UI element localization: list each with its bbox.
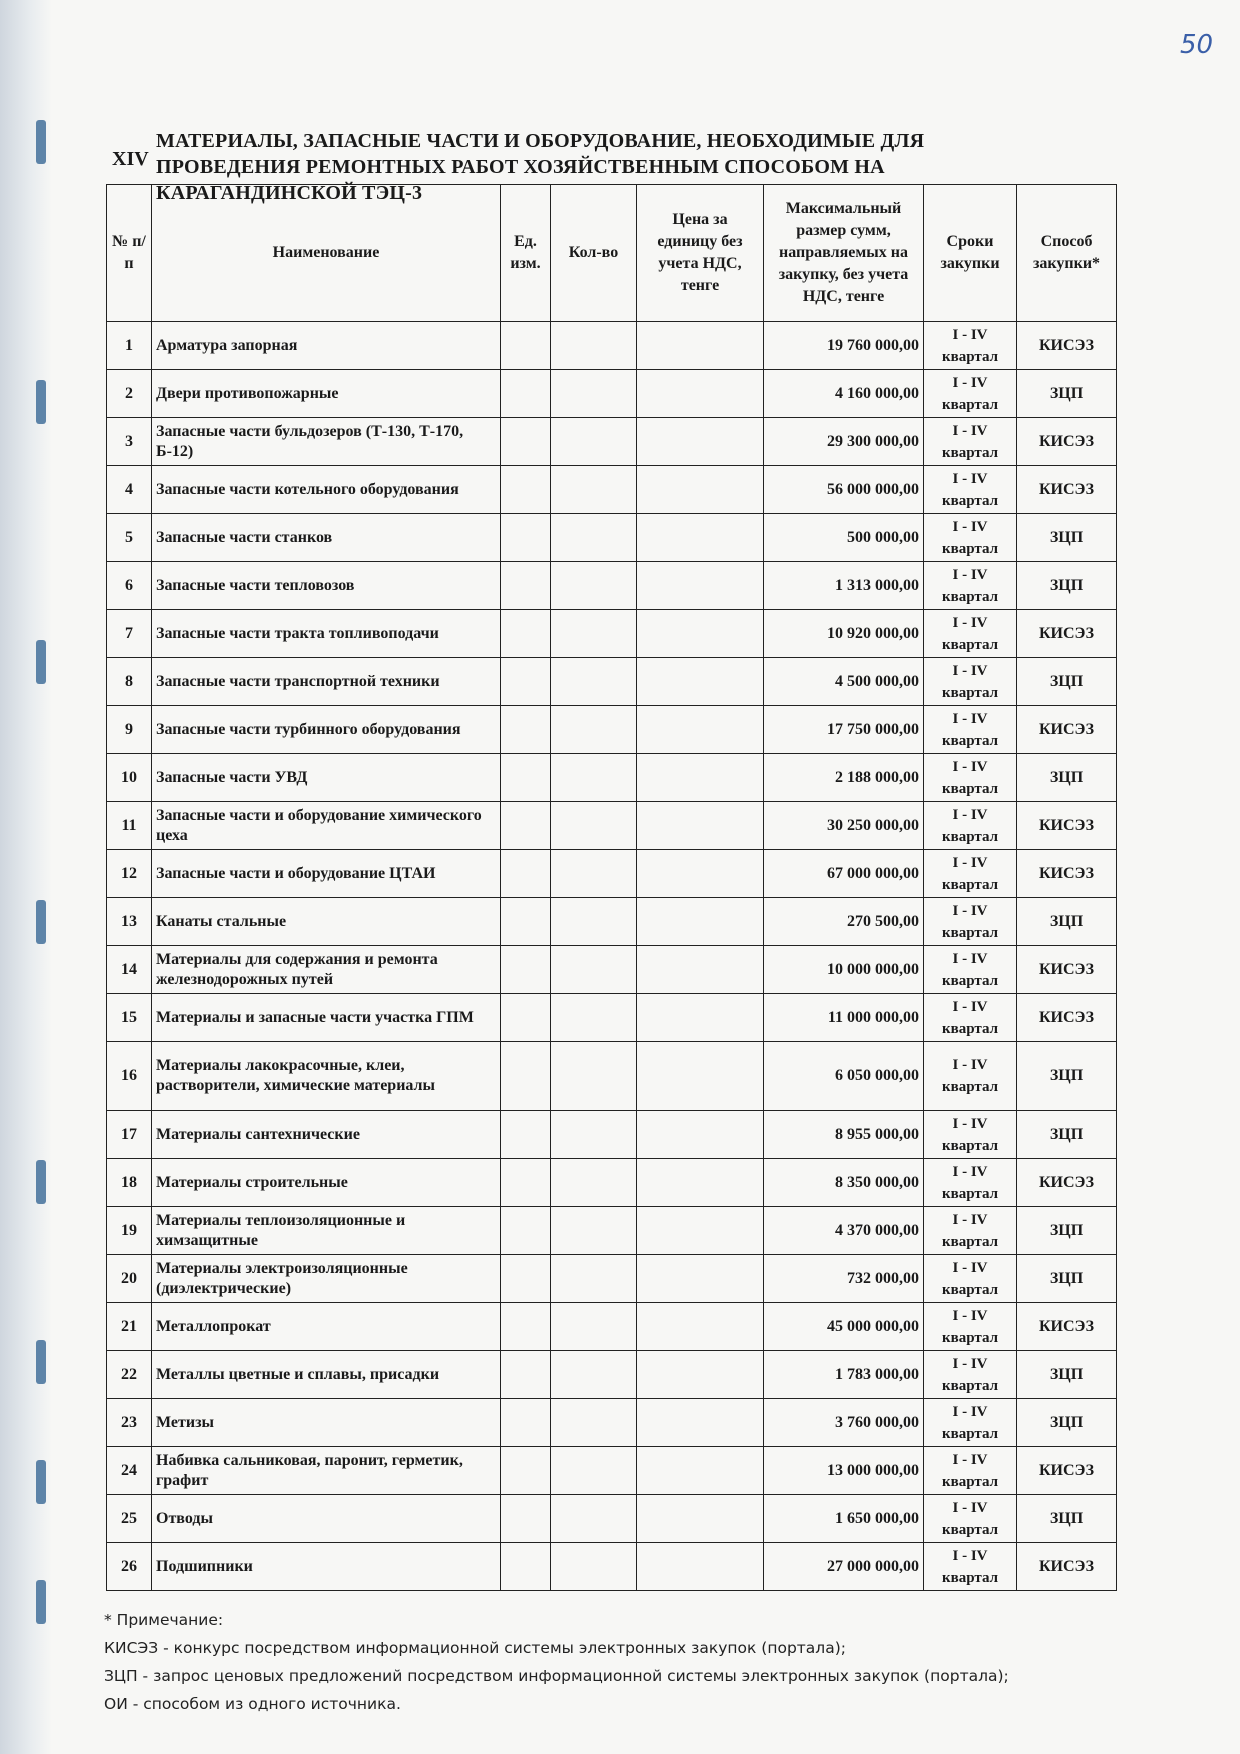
row-name: Набивка сальниковая, паронит, герметик, графит <box>152 1447 501 1495</box>
header-unit: Ед. изм. <box>501 185 551 322</box>
row-number: 3 <box>107 418 152 466</box>
row-unit-price <box>637 1447 764 1495</box>
row-name: Запасные части котельного оборудования <box>152 466 501 514</box>
header-term: Сроки закупки <box>924 185 1017 322</box>
table-row <box>107 1543 1117 1591</box>
row-unit-price <box>637 802 764 850</box>
row-method: КИСЭЗ <box>1017 802 1117 850</box>
row-quantity <box>551 1447 637 1495</box>
row-quantity <box>551 898 637 946</box>
header-name: Наименование <box>152 185 501 322</box>
row-unit <box>501 514 551 562</box>
row-method: ЗЦП <box>1017 1399 1117 1447</box>
row-term: I - IV квартал <box>924 1303 1017 1351</box>
row-amount: 3 760 000,00 <box>764 1399 924 1447</box>
row-unit <box>501 1399 551 1447</box>
row-unit <box>501 754 551 802</box>
row-method: ЗЦП <box>1017 514 1117 562</box>
row-amount: 1 650 000,00 <box>764 1495 924 1543</box>
row-amount: 8 350 000,00 <box>764 1159 924 1207</box>
row-number: 1 <box>107 322 152 370</box>
row-method: КИСЭЗ <box>1017 1159 1117 1207</box>
row-method: КИСЭЗ <box>1017 850 1117 898</box>
row-quantity <box>551 850 637 898</box>
binding-hole <box>36 380 46 424</box>
row-quantity <box>551 1111 637 1159</box>
row-number: 13 <box>107 898 152 946</box>
row-number: 19 <box>107 1207 152 1255</box>
row-amount: 732 000,00 <box>764 1255 924 1303</box>
row-method: КИСЭЗ <box>1017 418 1117 466</box>
header-unit-price: Цена за единицу без учета НДС, тенге <box>637 185 764 322</box>
table-row <box>107 1207 1117 1255</box>
row-unit-price <box>637 1159 764 1207</box>
table-header-row <box>107 185 1117 322</box>
row-amount: 4 160 000,00 <box>764 370 924 418</box>
row-unit <box>501 610 551 658</box>
row-number: 24 <box>107 1447 152 1495</box>
row-quantity <box>551 754 637 802</box>
row-number: 8 <box>107 658 152 706</box>
row-unit <box>501 322 551 370</box>
row-unit <box>501 1303 551 1351</box>
table-row <box>107 1111 1117 1159</box>
row-unit-price <box>637 1303 764 1351</box>
row-quantity <box>551 322 637 370</box>
row-method: ЗЦП <box>1017 1207 1117 1255</box>
row-quantity <box>551 1399 637 1447</box>
row-term: I - IV квартал <box>924 466 1017 514</box>
row-unit <box>501 1447 551 1495</box>
row-name: Материалы строительные <box>152 1159 501 1207</box>
row-unit <box>501 1543 551 1591</box>
row-unit <box>501 706 551 754</box>
row-term: I - IV квартал <box>924 706 1017 754</box>
table-row <box>107 850 1117 898</box>
table-row <box>107 322 1117 370</box>
table-row <box>107 946 1117 994</box>
row-unit <box>501 802 551 850</box>
row-unit <box>501 898 551 946</box>
header-method: Способ закупки* <box>1017 185 1117 322</box>
row-unit-price <box>637 1399 764 1447</box>
footnote-heading: * Примечание: <box>104 1611 224 1629</box>
row-quantity <box>551 1351 637 1399</box>
row-number: 14 <box>107 946 152 994</box>
row-amount: 13 000 000,00 <box>764 1447 924 1495</box>
row-quantity <box>551 658 637 706</box>
row-quantity <box>551 466 637 514</box>
table-row <box>107 1495 1117 1543</box>
row-unit-price <box>637 514 764 562</box>
header-max-amount: Максимальный размер сумм, направляемых на закупку, без учета НДС, тенге <box>764 185 924 322</box>
row-name: Запасные части и оборудование химического цеха <box>152 802 501 850</box>
section-number: XIV <box>112 148 149 170</box>
row-method: ЗЦП <box>1017 658 1117 706</box>
row-quantity <box>551 1042 637 1111</box>
row-name: Материалы лакокрасочные, клеи, растворители, химические материалы <box>152 1042 501 1111</box>
row-unit <box>501 1351 551 1399</box>
footnote-kisez: КИСЭЗ - конкурс посредством информационной системы электронных закупок (портала); <box>104 1639 846 1657</box>
row-unit-price <box>637 466 764 514</box>
table-row <box>107 754 1117 802</box>
row-unit-price <box>637 754 764 802</box>
row-unit-price <box>637 1207 764 1255</box>
row-method: ЗЦП <box>1017 562 1117 610</box>
binding-hole <box>36 1160 46 1204</box>
binding-hole <box>36 640 46 684</box>
row-number: 23 <box>107 1399 152 1447</box>
row-term: I - IV квартал <box>924 898 1017 946</box>
row-unit-price <box>637 562 764 610</box>
row-quantity <box>551 514 637 562</box>
row-quantity <box>551 1303 637 1351</box>
row-term: I - IV квартал <box>924 802 1017 850</box>
row-method: ЗЦП <box>1017 1351 1117 1399</box>
table-row <box>107 706 1117 754</box>
table-row <box>107 418 1117 466</box>
row-name: Материалы сантехнические <box>152 1111 501 1159</box>
row-term: I - IV квартал <box>924 322 1017 370</box>
row-method: ЗЦП <box>1017 1042 1117 1111</box>
row-number: 6 <box>107 562 152 610</box>
table-row <box>107 1303 1117 1351</box>
row-term: I - IV квартал <box>924 610 1017 658</box>
row-term: I - IV квартал <box>924 514 1017 562</box>
row-amount: 27 000 000,00 <box>764 1543 924 1591</box>
row-unit <box>501 850 551 898</box>
row-amount: 10 920 000,00 <box>764 610 924 658</box>
row-method: ЗЦП <box>1017 898 1117 946</box>
row-unit <box>501 994 551 1042</box>
header-quantity: Кол-во <box>551 185 637 322</box>
row-unit <box>501 466 551 514</box>
row-number: 16 <box>107 1042 152 1111</box>
row-name: Двери противопожарные <box>152 370 501 418</box>
row-number: 9 <box>107 706 152 754</box>
row-quantity <box>551 562 637 610</box>
table-row <box>107 1399 1117 1447</box>
row-number: 25 <box>107 1495 152 1543</box>
row-quantity <box>551 418 637 466</box>
table-row <box>107 1351 1117 1399</box>
row-method: КИСЭЗ <box>1017 706 1117 754</box>
row-number: 20 <box>107 1255 152 1303</box>
row-number: 26 <box>107 1543 152 1591</box>
row-unit-price <box>637 850 764 898</box>
row-amount: 2 188 000,00 <box>764 754 924 802</box>
row-unit-price <box>637 1042 764 1111</box>
table-row <box>107 1255 1117 1303</box>
row-quantity <box>551 946 637 994</box>
row-quantity <box>551 1543 637 1591</box>
row-term: I - IV квартал <box>924 1447 1017 1495</box>
row-unit-price <box>637 1111 764 1159</box>
row-name: Материалы электроизоляционные (диэлектрические) <box>152 1255 501 1303</box>
row-amount: 4 500 000,00 <box>764 658 924 706</box>
row-number: 12 <box>107 850 152 898</box>
row-amount: 270 500,00 <box>764 898 924 946</box>
row-name: Металлопрокат <box>152 1303 501 1351</box>
row-method: КИСЭЗ <box>1017 1543 1117 1591</box>
row-term: I - IV квартал <box>924 850 1017 898</box>
row-method: КИСЭЗ <box>1017 322 1117 370</box>
footnote-oi: ОИ - способом из одного источника. <box>104 1695 401 1713</box>
row-quantity <box>551 802 637 850</box>
row-name: Материалы и запасные части участка ГПМ <box>152 994 501 1042</box>
row-amount: 1 783 000,00 <box>764 1351 924 1399</box>
row-term: I - IV квартал <box>924 1111 1017 1159</box>
table-row <box>107 994 1117 1042</box>
row-number: 4 <box>107 466 152 514</box>
row-unit-price <box>637 322 764 370</box>
table-row <box>107 1159 1117 1207</box>
row-amount: 1 313 000,00 <box>764 562 924 610</box>
row-unit <box>501 370 551 418</box>
table-row <box>107 1447 1117 1495</box>
row-number: 7 <box>107 610 152 658</box>
row-name: Подшипники <box>152 1543 501 1591</box>
table-row <box>107 514 1117 562</box>
binding-hole <box>36 1460 46 1504</box>
row-method: КИСЭЗ <box>1017 946 1117 994</box>
table-row <box>107 610 1117 658</box>
row-quantity <box>551 1207 637 1255</box>
row-method: ЗЦП <box>1017 370 1117 418</box>
row-number: 2 <box>107 370 152 418</box>
document-title: МАТЕРИАЛЫ, ЗАПАСНЫЕ ЧАСТИ И ОБОРУДОВАНИЕ, НЕОБХОДИМЫЕ ДЛЯ ПРОВЕДЕНИЯ РЕМОНТНЫХ РАБОТ ХОЗЯЙСТВЕННЫМ СПОСОБОМ НА КАРАГАНДИНСКОЙ ТЭЦ-3 <box>156 130 925 204</box>
row-method: КИСЭЗ <box>1017 610 1117 658</box>
row-name: Запасные части УВД <box>152 754 501 802</box>
row-unit-price <box>637 706 764 754</box>
row-unit <box>501 1042 551 1111</box>
row-name: Металлы цветные и сплавы, присадки <box>152 1351 501 1399</box>
row-amount: 500 000,00 <box>764 514 924 562</box>
row-term: I - IV квартал <box>924 658 1017 706</box>
row-unit <box>501 946 551 994</box>
row-amount: 10 000 000,00 <box>764 946 924 994</box>
row-term: I - IV квартал <box>924 1042 1017 1111</box>
header-number: № п/п <box>107 185 152 322</box>
binding-hole <box>36 120 46 164</box>
row-name: Канаты стальные <box>152 898 501 946</box>
row-name: Материалы для содержания и ремонта железнодорожных путей <box>152 946 501 994</box>
row-term: I - IV квартал <box>924 1351 1017 1399</box>
row-quantity <box>551 1495 637 1543</box>
table-row <box>107 370 1117 418</box>
procurement-table <box>106 184 1117 1591</box>
row-unit <box>501 1207 551 1255</box>
row-name: Запасные части транспортной техники <box>152 658 501 706</box>
row-amount: 4 370 000,00 <box>764 1207 924 1255</box>
table-row <box>107 562 1117 610</box>
row-unit <box>501 1495 551 1543</box>
row-amount: 8 955 000,00 <box>764 1111 924 1159</box>
row-quantity <box>551 1159 637 1207</box>
table-row <box>107 802 1117 850</box>
binding-hole <box>36 900 46 944</box>
row-name: Запасные части и оборудование ЦТАИ <box>152 850 501 898</box>
row-unit <box>501 418 551 466</box>
row-number: 18 <box>107 1159 152 1207</box>
row-method: ЗЦП <box>1017 1495 1117 1543</box>
row-term: I - IV квартал <box>924 1495 1017 1543</box>
row-name: Отводы <box>152 1495 501 1543</box>
row-number: 15 <box>107 994 152 1042</box>
row-name: Запасные части тракта топливоподачи <box>152 610 501 658</box>
row-amount: 67 000 000,00 <box>764 850 924 898</box>
row-term: I - IV квартал <box>924 1543 1017 1591</box>
footnote-zcp: ЗЦП - запрос ценовых предложений посредством информационной системы электронных закупок (портала); <box>104 1667 1009 1685</box>
row-term: I - IV квартал <box>924 562 1017 610</box>
binding-hole <box>36 1580 46 1624</box>
row-amount: 19 760 000,00 <box>764 322 924 370</box>
row-unit-price <box>637 1351 764 1399</box>
row-unit-price <box>637 1543 764 1591</box>
row-method: КИСЭЗ <box>1017 466 1117 514</box>
row-term: I - IV квартал <box>924 1255 1017 1303</box>
row-amount: 30 250 000,00 <box>764 802 924 850</box>
row-quantity <box>551 610 637 658</box>
row-method: ЗЦП <box>1017 1255 1117 1303</box>
row-unit-price <box>637 946 764 994</box>
row-term: I - IV квартал <box>924 418 1017 466</box>
table-row <box>107 1042 1117 1111</box>
row-unit-price <box>637 898 764 946</box>
row-unit <box>501 1159 551 1207</box>
row-unit-price <box>637 658 764 706</box>
row-number: 21 <box>107 1303 152 1351</box>
row-amount: 11 000 000,00 <box>764 994 924 1042</box>
row-quantity <box>551 370 637 418</box>
row-method: ЗЦП <box>1017 754 1117 802</box>
row-amount: 45 000 000,00 <box>764 1303 924 1351</box>
row-unit-price <box>637 610 764 658</box>
binding-edge <box>0 0 52 1754</box>
row-number: 17 <box>107 1111 152 1159</box>
row-name: Запасные части станков <box>152 514 501 562</box>
row-unit <box>501 562 551 610</box>
row-amount: 56 000 000,00 <box>764 466 924 514</box>
row-unit <box>501 1111 551 1159</box>
row-unit-price <box>637 1255 764 1303</box>
row-term: I - IV квартал <box>924 1399 1017 1447</box>
row-number: 10 <box>107 754 152 802</box>
row-term: I - IV квартал <box>924 1207 1017 1255</box>
row-unit-price <box>637 994 764 1042</box>
row-unit-price <box>637 418 764 466</box>
row-method: ЗЦП <box>1017 1111 1117 1159</box>
row-unit <box>501 1255 551 1303</box>
row-name: Материалы теплоизоляционные и химзащитные <box>152 1207 501 1255</box>
row-quantity <box>551 994 637 1042</box>
table-row <box>107 658 1117 706</box>
row-number: 5 <box>107 514 152 562</box>
row-name: Запасные части бульдозеров (Т-130, Т-170, Б-12) <box>152 418 501 466</box>
table-row <box>107 466 1117 514</box>
page-number: 50 <box>1180 30 1214 60</box>
row-amount: 6 050 000,00 <box>764 1042 924 1111</box>
row-number: 11 <box>107 802 152 850</box>
row-term: I - IV квартал <box>924 1159 1017 1207</box>
row-quantity <box>551 706 637 754</box>
row-unit <box>501 658 551 706</box>
row-number: 22 <box>107 1351 152 1399</box>
row-amount: 17 750 000,00 <box>764 706 924 754</box>
row-term: I - IV квартал <box>924 754 1017 802</box>
row-name: Арматура запорная <box>152 322 501 370</box>
row-quantity <box>551 1255 637 1303</box>
row-unit-price <box>637 1495 764 1543</box>
row-name: Метизы <box>152 1399 501 1447</box>
row-name: Запасные части тепловозов <box>152 562 501 610</box>
row-method: КИСЭЗ <box>1017 1447 1117 1495</box>
row-term: I - IV квартал <box>924 946 1017 994</box>
binding-hole <box>36 1340 46 1384</box>
row-method: КИСЭЗ <box>1017 1303 1117 1351</box>
row-name: Запасные части турбинного оборудования <box>152 706 501 754</box>
table-row <box>107 898 1117 946</box>
row-amount: 29 300 000,00 <box>764 418 924 466</box>
row-method: КИСЭЗ <box>1017 994 1117 1042</box>
row-term: I - IV квартал <box>924 994 1017 1042</box>
row-unit-price <box>637 370 764 418</box>
row-term: I - IV квартал <box>924 370 1017 418</box>
footnotes <box>104 1606 1154 1718</box>
